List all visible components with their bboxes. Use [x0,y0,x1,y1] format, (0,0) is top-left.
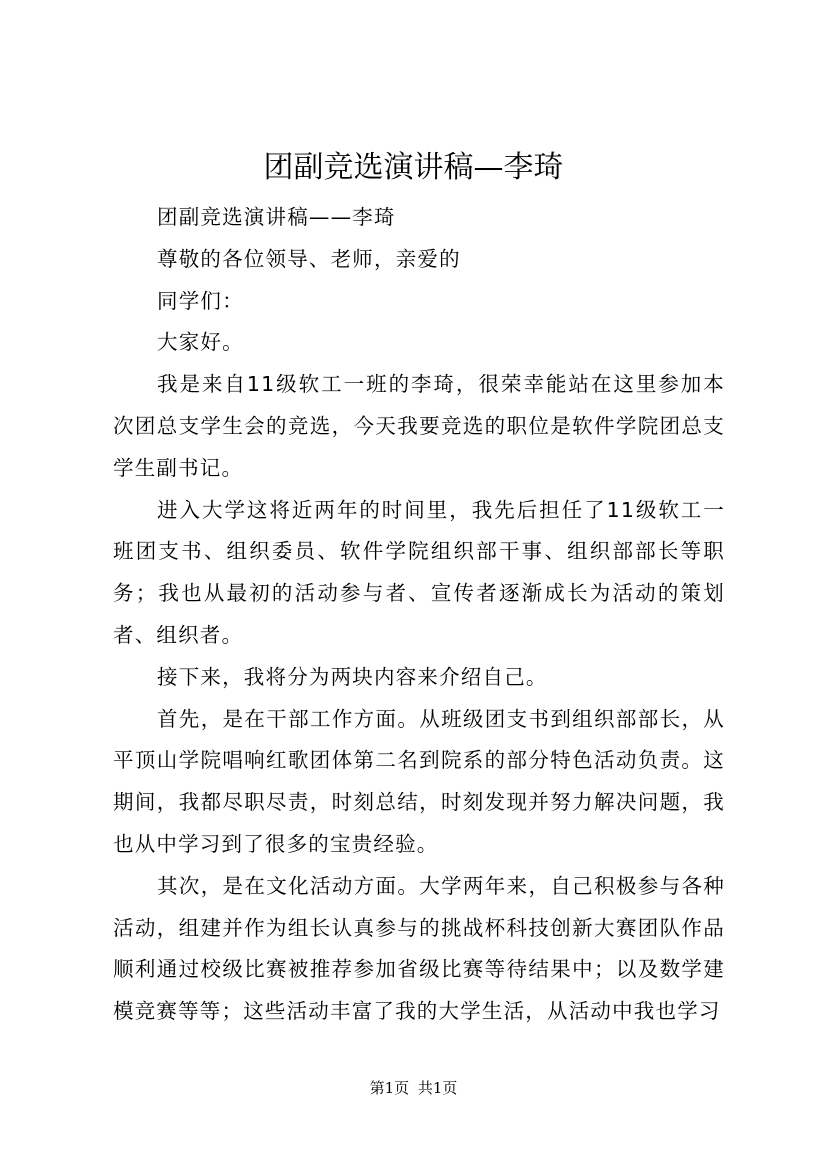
paragraph-experience: 进入大学这将近两年的时间里，我先后担任了11级软工一班团支书、组织委员、软件学院组织部干事、组织部部长等职务；我也从最初的活动参与者、宣传者逐渐成长为活动的策划者、组织者。 [113,497,725,647]
paragraph-cadre-work: 首先，是在干部工作方面。从班级团支书到组织部部长，从平顶山学院唱响红歌团体第二名到院系的部分特色活动负责。这期间，我都尽职尽责，时刻总结，时刻发现并努力解决问题，我也从中学习到了很多的宝贵经验。 [113,706,725,856]
paragraph-transition: 接下来，我将分为两块内容来介绍自己。 [157,664,548,689]
paragraph-greeting: 大家好。 [157,330,244,355]
paragraph-salutation-cont: 同学们： [157,288,244,313]
paragraph-salutation: 尊敬的各位领导、老师，亲爱的 [157,246,461,271]
paragraph-introduction: 我是来自11级软工一班的李琦，很荣幸能站在这里参加本次团总支学生会的竞选，今天我要竞选的职位是软件学院团总支学生副书记。 [113,372,725,480]
document-title: 团副竞选演讲稿—李琦 [263,150,564,185]
document-body [113,197,725,1033]
paragraph-subtitle: 团副竞选演讲稿——李琦 [157,205,396,229]
paragraph-cultural-activities: 其次，是在文化活动方面。大学两年来，自己积极参与各种活动，组建并作为组长认真参与的挑战杯科技创新大赛团队作品顺利通过校级比赛被推荐参加省级比赛等待结果中；以及数学建模竞赛等等；这些活动丰富了我的大学生活，从活动中我也学习 [113,873,725,1024]
page-footer: 第1页 共1页 [369,1079,458,1097]
